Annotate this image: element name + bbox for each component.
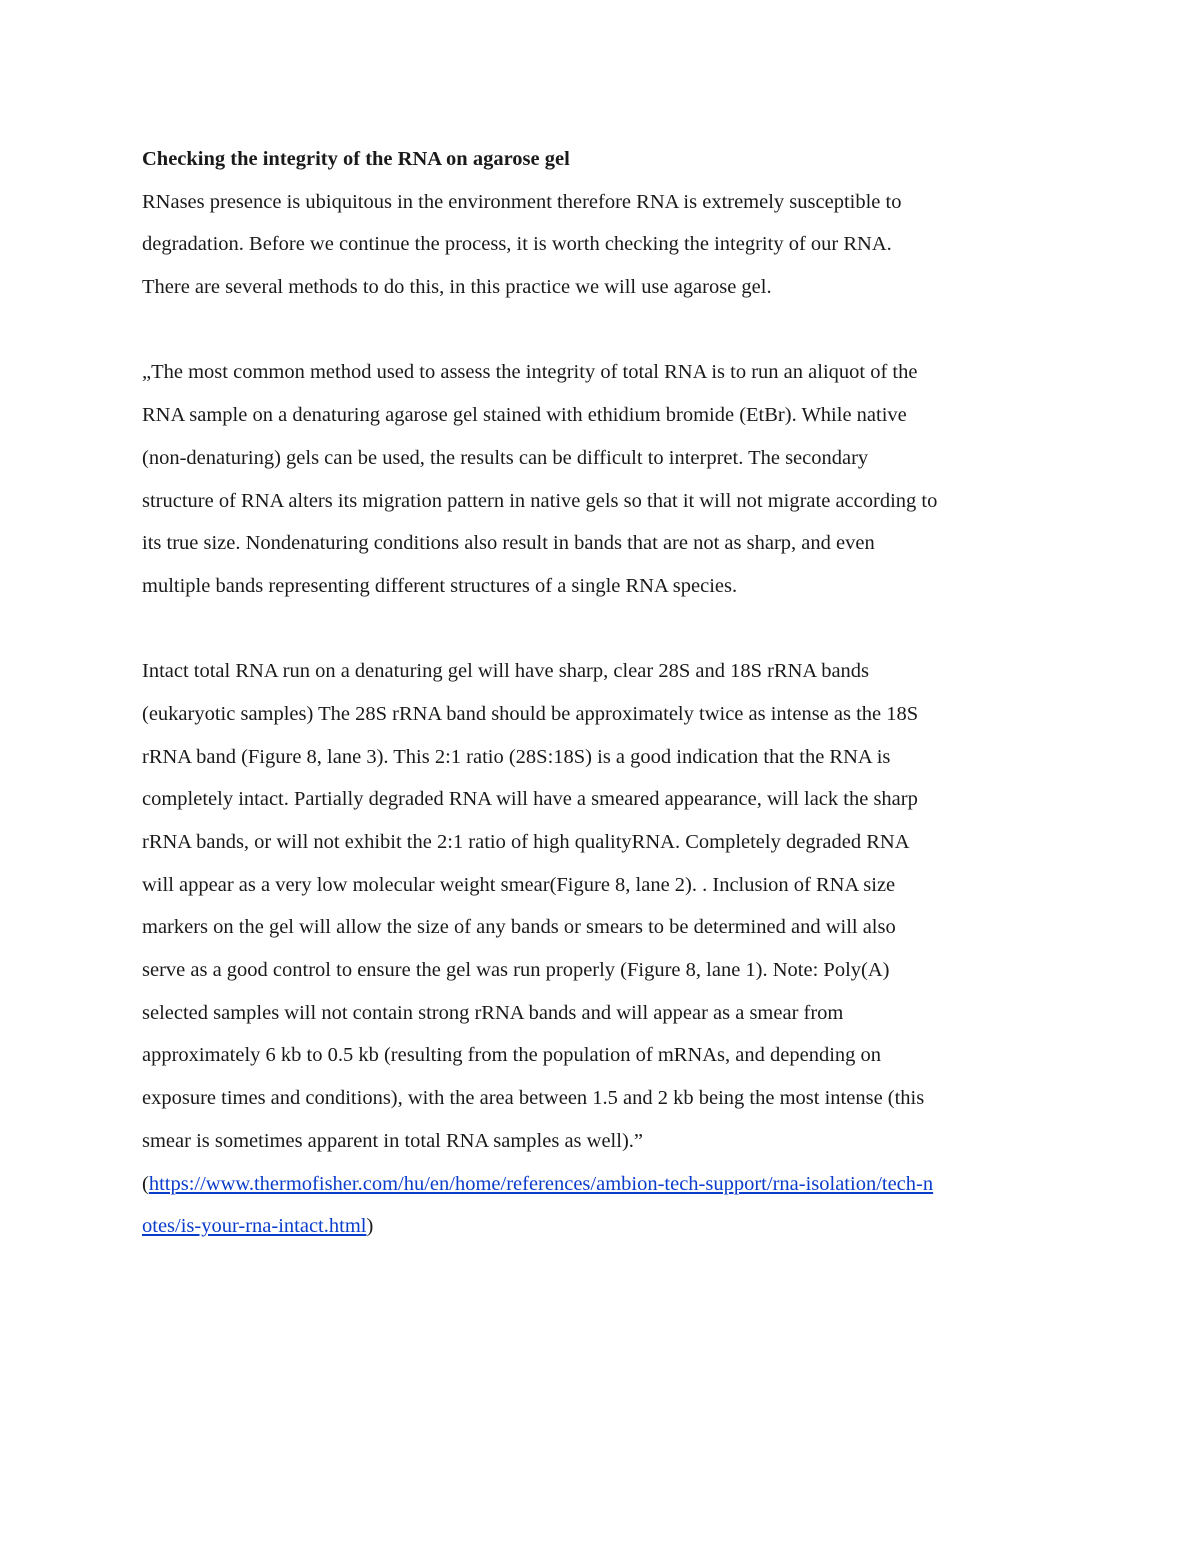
citation-line-2	[142, 1205, 1062, 1248]
citation-line-1	[142, 1163, 1062, 1206]
text-line: smear is sometimes apparent in total RNA samples as well).”	[142, 1129, 643, 1152]
text-line: multiple bands representing different structures of a single RNA species.	[142, 574, 738, 597]
text-line: selected samples will not contain strong rRNA bands and will appear as a smear from	[142, 1001, 844, 1024]
source-link[interactable]: https://www.thermofisher.com/hu/en/home/references/ambion-tech-support/rna-isolation/tech-n	[148, 1172, 934, 1195]
text-line: its true size. Nondenaturing conditions also result in bands that are not as sharp, and even	[142, 532, 875, 555]
text-line: (eukaryotic samples) The 28S rRNA band should be approximately twice as intense as the 18S	[142, 702, 919, 725]
paragraph-spacer	[142, 309, 1062, 352]
paragraph-quote-methods	[142, 351, 1062, 607]
text-line: exposure times and conditions), with the area between 1.5 and 2 kb being the most intense (this	[142, 1087, 925, 1110]
text-line: completely intact. Partially degraded RNA will have a smeared appearance, will lack the sharp	[142, 788, 918, 811]
document-body	[142, 138, 1062, 1248]
text-line: will appear as a very low molecular weight smear(Figure 8, lane 2). . Inclusion of RNA size	[142, 873, 896, 896]
section-heading: Checking the integrity of the RNA on agarose gel	[142, 148, 570, 170]
text-line: Intact total RNA run on a denaturing gel will have sharp, clear 28S and 18S rRNA bands	[142, 660, 870, 683]
text-line: There are several methods to do this, in this practice we will use agarose gel.	[142, 276, 772, 299]
text-line: serve as a good control to ensure the gel was run properly (Figure 8, lane 1). Note: Poly(A)	[142, 959, 890, 982]
citation-open-paren: (	[142, 1172, 149, 1195]
paragraph-quote-intact-rna	[142, 650, 1062, 1162]
text-line: approximately 6 kb to 0.5 kb (resulting from the population of mRNAs, and depending on	[142, 1044, 882, 1067]
text-line: (non-denaturing) gels can be used, the results can be difficult to interpret. The secondary	[142, 446, 869, 469]
text-line: rRNA band (Figure 8, lane 3). This 2:1 ratio (28S:18S) is a good indication that the RNA is	[142, 745, 891, 768]
text-line: „The most common method used to assess the integrity of total RNA is to run an aliquot of the	[142, 361, 918, 384]
citation	[142, 1163, 1062, 1248]
text-line: rRNA bands, or will not exhibit the 2:1 ratio of high qualityRNA. Completely degraded RNA	[142, 831, 910, 853]
source-link-continued[interactable]: otes/is-your-rna-intact.html	[142, 1215, 367, 1238]
text-line: RNA sample on a denaturing agarose gel stained with ethidium bromide (EtBr). While native	[142, 404, 907, 427]
paragraph-spacer	[142, 608, 1062, 651]
text-line: structure of RNA alters its migration pattern in native gels so that it will not migrate according to	[142, 489, 938, 512]
text-line: markers on the gel will allow the size of any bands or smears to be determined and will also	[142, 916, 896, 939]
citation-close-paren: )	[366, 1215, 374, 1238]
paragraph-intro	[142, 181, 1062, 309]
text-line: degradation. Before we continue the process, it is worth checking the integrity of our RNA.	[142, 233, 892, 256]
text-line: RNases presence is ubiquitous in the environment therefore RNA is extremely susceptible to	[142, 190, 902, 213]
